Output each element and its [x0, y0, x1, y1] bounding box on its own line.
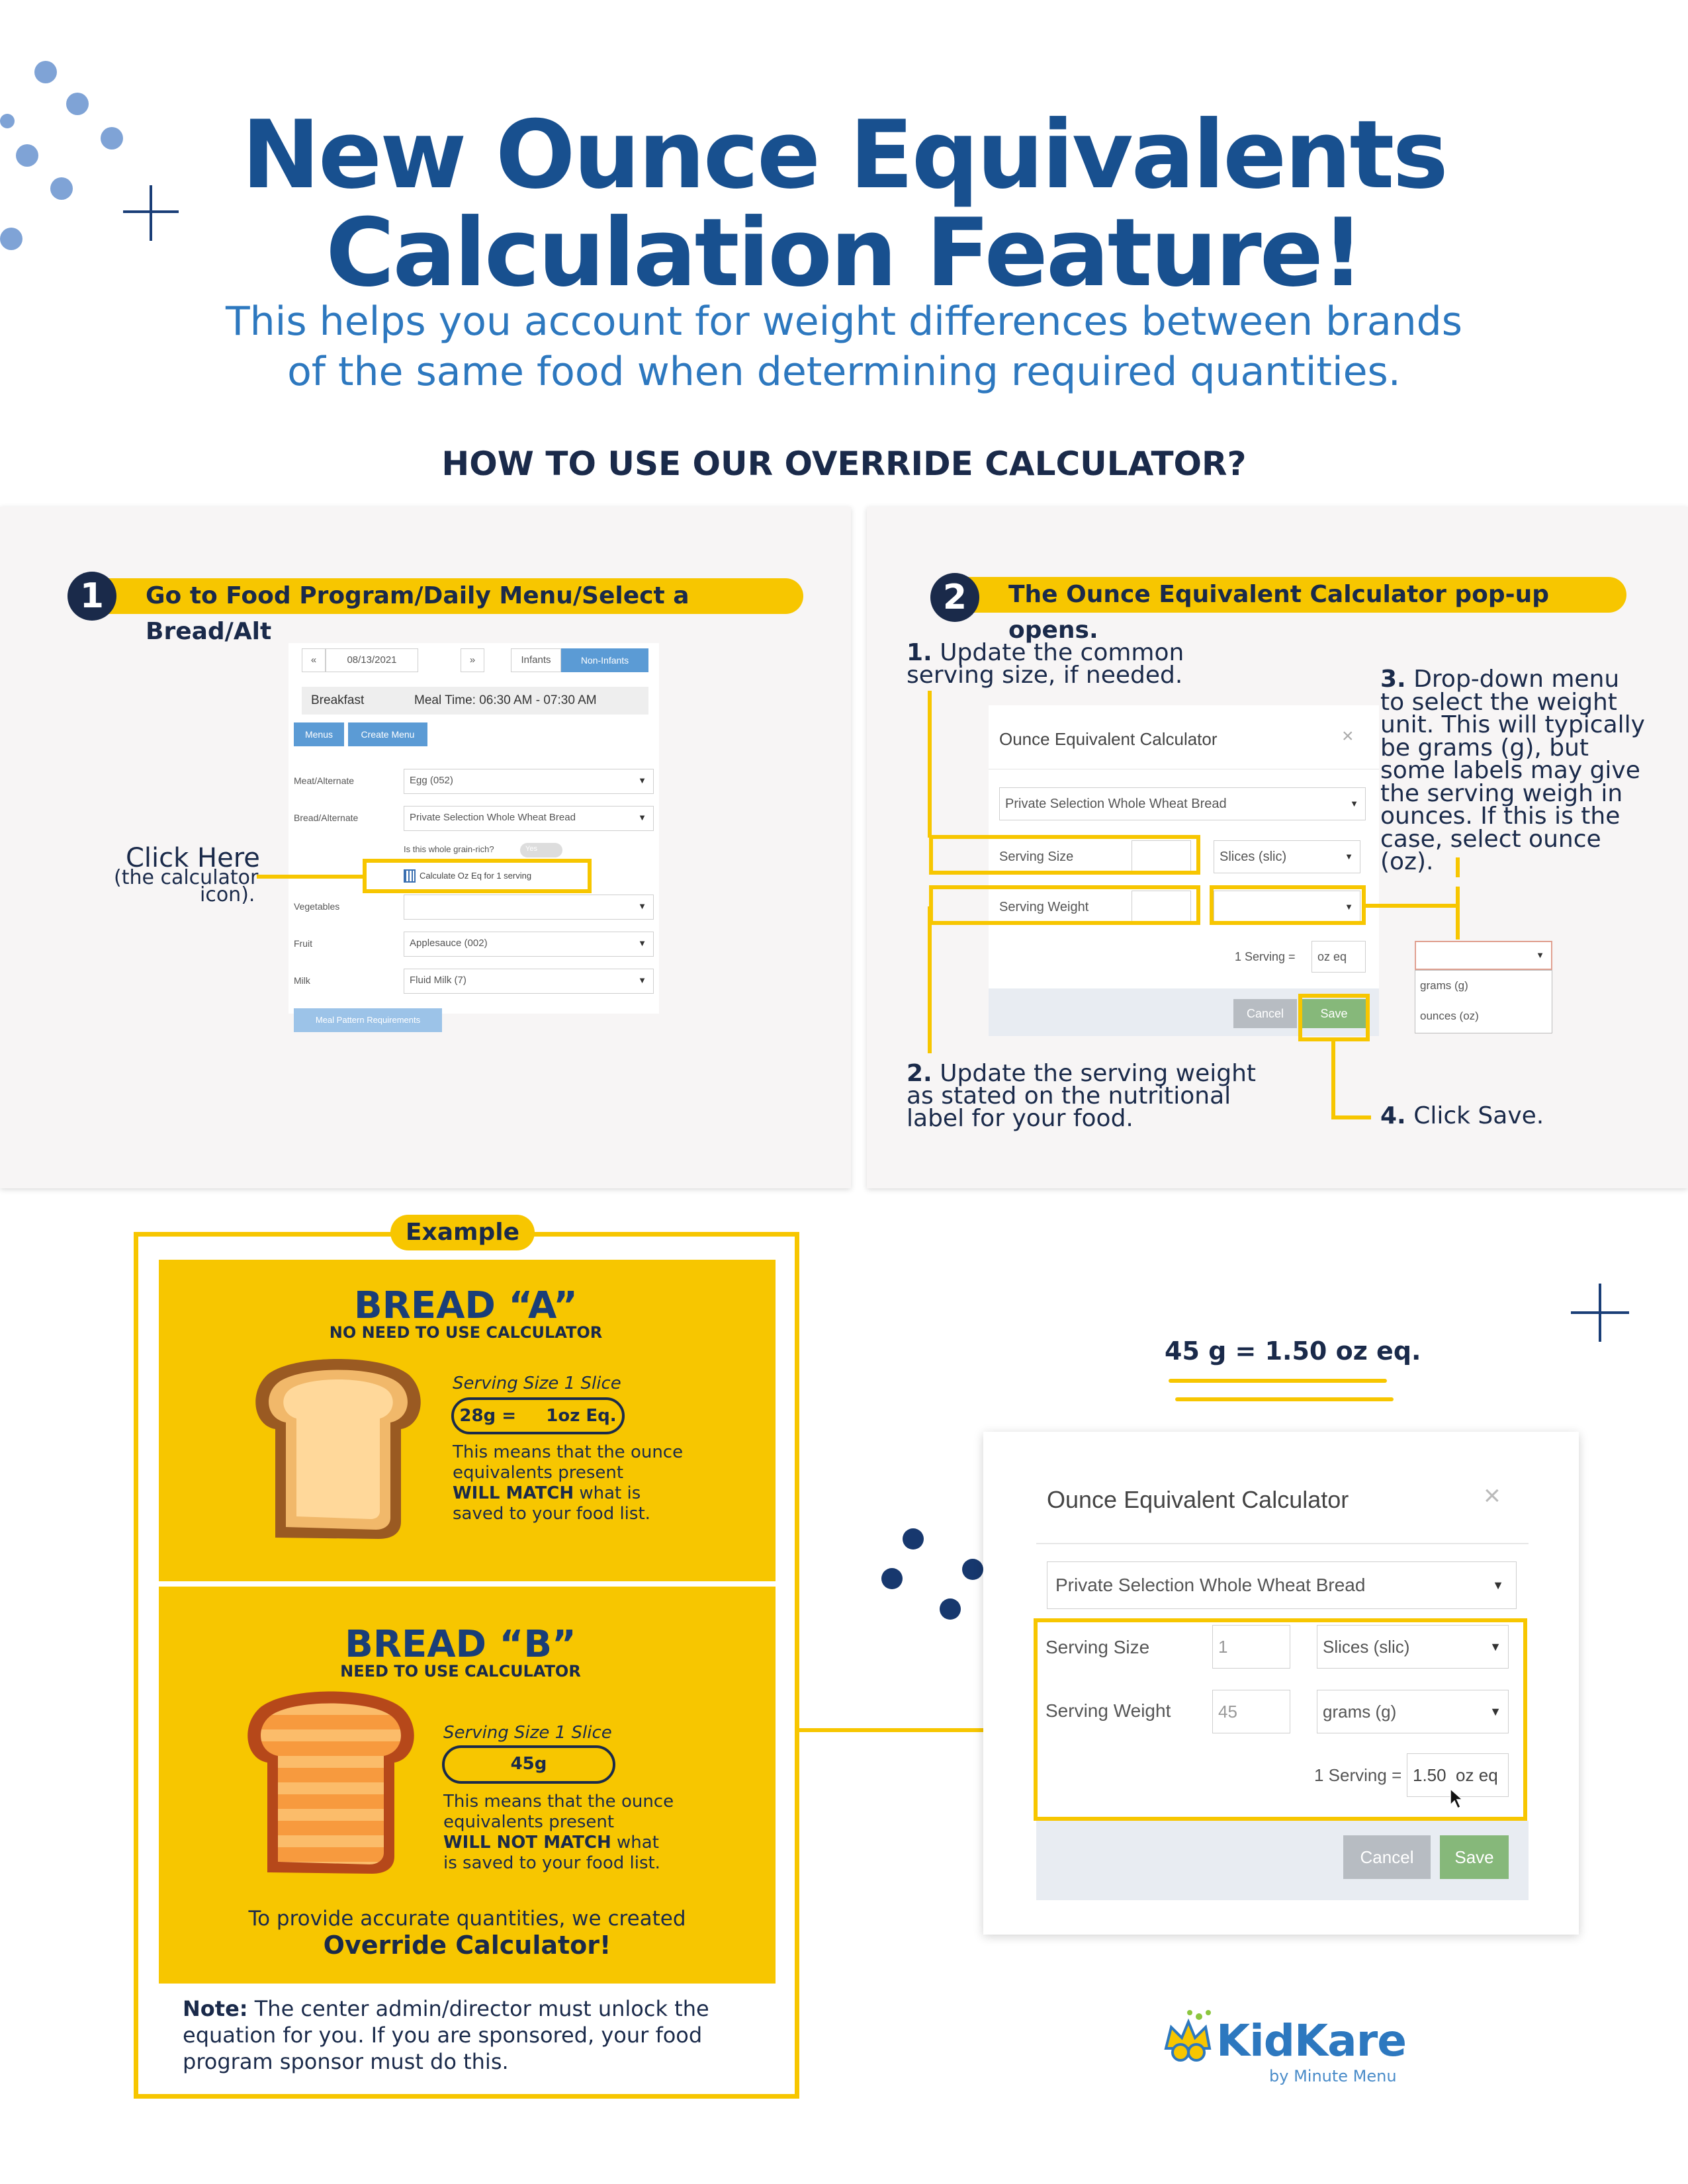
meat-value: Egg (052) [410, 775, 453, 786]
step2-number: 2 [930, 573, 979, 622]
chevron-down-icon: ▼ [1492, 1579, 1504, 1592]
oz-eq-value: oz eq [1317, 950, 1347, 963]
chevron-down-icon: ▼ [1350, 799, 1358, 808]
bread-a-subtitle: NO NEED TO USE CALCULATOR [329, 1323, 603, 1342]
example-label: Example [405, 1219, 520, 1246]
connector-line [928, 691, 932, 838]
serving-weight-unit-value: grams (g) [1323, 1702, 1397, 1722]
note-text [183, 1995, 709, 2075]
provide-line2: Override Calculator! [323, 1931, 611, 1960]
grain-rich-question: Is this whole grain-rich? [404, 844, 494, 854]
date-next-button[interactable]: » [461, 648, 484, 672]
click-here-sub1: (the calculator [114, 866, 259, 889]
serving-size-highlight [929, 835, 1200, 875]
page-title-line2: Calculation Feature! [326, 198, 1362, 308]
meal-time: Meal Time: 06:30 AM - 07:30 AM [414, 693, 597, 707]
row-label-meat: Meat/Alternate [294, 775, 355, 786]
note3-line: Drop-down menu [1413, 666, 1620, 693]
note4 [1380, 1102, 1544, 1129]
toast-dark-icon [241, 1688, 421, 1879]
step1-number: 1 [67, 572, 116, 621]
note3-line: be grams (g), but [1380, 734, 1589, 762]
date-prev-button[interactable]: « [302, 648, 326, 672]
result-highlight [1034, 1618, 1527, 1821]
note1-line2: serving size, if needed. [907, 662, 1183, 689]
note3-line: case, select ounce [1380, 825, 1601, 853]
save-button[interactable]: Save [1440, 1835, 1509, 1879]
row-label-milk: Milk [294, 975, 310, 986]
serving-weight-label: Serving Weight [999, 900, 1089, 914]
serving-size-unit-value: Slices (slic) [1220, 850, 1287, 864]
note3-line: some labels may give [1380, 757, 1640, 784]
connector-line [1331, 1040, 1335, 1119]
close-icon[interactable]: × [1484, 1479, 1501, 1512]
food-value: Private Selection Whole Wheat Bread [1055, 1575, 1366, 1595]
note2-line2: as stated on the nutritional [907, 1082, 1231, 1110]
step1-label: Go to Food Program/Daily Menu/Select a Bread/Alt [79, 578, 803, 614]
decorative-dot [881, 1568, 903, 1589]
subtitle-line1: This helps you account for weight differences between brands [225, 298, 1463, 345]
dropdown-option-grams[interactable]: grams (g) [1420, 979, 1468, 992]
tab-infants[interactable]: Infants [511, 648, 561, 672]
decorative-dot [940, 1598, 961, 1620]
menus-button[interactable]: Menus [294, 722, 344, 746]
cancel-button[interactable]: Cancel [1343, 1835, 1431, 1879]
save-highlight [1298, 994, 1370, 1041]
save-button[interactable]: Save [1302, 999, 1366, 1028]
bread-a-bold: WILL MATCH [453, 1483, 574, 1503]
food-select[interactable] [999, 787, 1366, 820]
underline [1175, 1397, 1394, 1401]
cancel-button[interactable]: Cancel [1233, 999, 1297, 1028]
fruit-value: Applesauce (002) [410, 938, 488, 949]
calculator-highlight [363, 859, 592, 893]
bread-b-line3: what [611, 1833, 659, 1853]
chevron-down-icon: ▼ [1489, 1640, 1501, 1653]
calculate-oz-eq-link[interactable]: Calculate Oz Eq for 1 serving [420, 871, 532, 881]
dropdown-header[interactable] [1415, 941, 1552, 970]
bread-b-serving: Serving Size 1 Slice [443, 1723, 612, 1743]
note3-line: to select the weight [1380, 688, 1617, 716]
note3 [1380, 668, 1645, 874]
oz-eq-output [1311, 941, 1366, 973]
bread-value: Private Selection Whole Wheat Bread [410, 812, 576, 823]
serving-size-unit-value: Slices (slic) [1323, 1637, 1410, 1657]
unit-dropdown-sample [1415, 941, 1552, 1033]
toast-light-icon [249, 1356, 427, 1544]
serving-size-value: 1 [1218, 1637, 1228, 1657]
row-label-vegetables: Vegetables [294, 901, 340, 912]
create-menu-button[interactable]: Create Menu [348, 722, 427, 746]
grain-rich-toggle[interactable] [520, 843, 562, 857]
decorative-dot [962, 1559, 983, 1580]
note4-number: 4. [1380, 1102, 1406, 1129]
page-title-line1: New Ounce Equivalents [242, 101, 1446, 210]
toggle-label: Yes [525, 845, 537, 853]
connector-line [928, 906, 932, 1053]
dialog-divider [1036, 1543, 1529, 1544]
bread-a-line1: This means that the ounce [453, 1442, 684, 1462]
serving-weight-highlight [929, 885, 1200, 925]
chevron-down-icon: ▼ [638, 775, 646, 785]
note-line1: The center admin/director must unlock the [247, 1996, 709, 2021]
note3-line: the serving weigh in [1380, 779, 1623, 807]
serving-weight-label: Serving Weight [1045, 1700, 1171, 1721]
note1-number: 1. [907, 639, 932, 666]
kidkare-logo-icon [1162, 2009, 1216, 2064]
note3-number: 3. [1380, 666, 1406, 693]
daily-menu-ui [289, 643, 659, 1025]
bread-b-pill: 45g [442, 1745, 615, 1784]
connector-line [1456, 887, 1460, 939]
dialog-title: Ounce Equivalent Calculator [999, 729, 1218, 749]
note2 [907, 1060, 1257, 1132]
section-heading: HOW TO USE OUR OVERRIDE CALCULATOR? [441, 445, 1247, 483]
meal-pattern-button[interactable]: Meal Pattern Requirements [294, 1008, 442, 1032]
note-line2: equation for you. If you are sponsored, your food [183, 2023, 703, 2048]
example-tag [390, 1215, 535, 1250]
serving-size-label: Serving Size [999, 850, 1074, 864]
result-equation: 45 g = 1.50 oz eq. [1165, 1336, 1421, 1366]
bread-a-text [453, 1442, 683, 1524]
one-serving-label: 1 Serving = [1314, 1765, 1402, 1785]
chevron-down-icon: ▼ [638, 975, 646, 985]
vegetables-select[interactable] [404, 895, 654, 920]
chevron-down-icon: ▼ [1345, 902, 1353, 912]
click-here-label: Click Here [126, 843, 260, 873]
row-label-fruit: Fruit [294, 938, 312, 949]
serving-weight-value: 45 [1218, 1702, 1237, 1722]
underline [1169, 1379, 1387, 1383]
connector-line [1331, 1115, 1371, 1119]
subtitle-line2: of the same food when determining required quantities. [287, 349, 1401, 395]
bread-b-line4: is saved to your food list. [443, 1853, 660, 1873]
date-field[interactable]: 08/13/2021 [326, 648, 418, 672]
note2-line3: label for your food. [907, 1105, 1133, 1132]
chevron-down-icon: ▼ [1536, 950, 1544, 960]
chevron-down-icon: ▼ [638, 938, 646, 948]
note4-text: Click Save. [1413, 1102, 1544, 1129]
chevron-down-icon: ▼ [1489, 1705, 1501, 1718]
connector-line [257, 875, 364, 879]
weight-unit-highlight [1210, 885, 1366, 925]
bread-a-title: BREAD “A” [354, 1284, 578, 1327]
dialog-title: Ounce Equivalent Calculator [1047, 1486, 1349, 1513]
fruit-select[interactable] [404, 932, 654, 957]
bread-b-line2: equivalents present [443, 1812, 615, 1832]
bread-b-subtitle: NEED TO USE CALCULATOR [340, 1662, 581, 1681]
meat-select[interactable] [404, 769, 654, 794]
oz-eq-value: 1.50 oz eq [1413, 1765, 1498, 1785]
brand-name: KidKare [1216, 2015, 1407, 2066]
bread-a-serving: Serving Size 1 Slice [453, 1374, 621, 1393]
milk-select[interactable] [404, 969, 654, 994]
decorative-dot [34, 61, 57, 83]
chevron-down-icon: ▼ [638, 812, 646, 822]
dropdown-option-ounces[interactable]: ounces (oz) [1420, 1010, 1479, 1022]
note3-line: (oz). [1380, 848, 1434, 875]
serving-size-unit-select[interactable] [1214, 840, 1360, 873]
decorative-dot [903, 1528, 924, 1550]
bread-b-text [443, 1792, 674, 1874]
brand-tagline: by Minute Menu [1269, 2067, 1397, 2085]
close-icon[interactable]: × [1342, 725, 1354, 747]
note1 [907, 639, 1184, 689]
bread-a-line2: equivalents present [453, 1463, 624, 1483]
note-line3: program sponsor must do this. [183, 2049, 509, 2074]
connector-line [1364, 904, 1460, 908]
bread-b-bold: WILL NOT MATCH [443, 1833, 611, 1853]
note-bold: Note: [183, 1996, 248, 2021]
step2-label: The Ounce Equivalent Calculator pop-up opens. [942, 577, 1626, 613]
bread-b-line1: This means that the ounce [443, 1792, 674, 1812]
row-label-bread: Bread/Alternate [294, 812, 359, 823]
meal-name: Breakfast [311, 693, 365, 707]
decorative-plus-icon [1599, 1284, 1601, 1342]
click-here-sub2: icon). [200, 883, 255, 906]
food-value: Private Selection Whole Wheat Bread [1005, 797, 1227, 811]
milk-value: Fluid Milk (7) [410, 975, 466, 986]
note3-line: unit. This will typically [1380, 711, 1645, 738]
provide-line1: To provide accurate quantities, we created [248, 1907, 686, 1931]
note3-line: ounces. If this is the [1380, 803, 1621, 830]
bread-a-pill: 28g = 1oz Eq. [451, 1397, 625, 1434]
one-serving-label: 1 Serving = [1235, 950, 1296, 963]
note2-line1: Update the serving weight [940, 1060, 1257, 1087]
bread-a-line3: what is [574, 1483, 641, 1503]
serving-size-label: Serving Size [1045, 1637, 1150, 1657]
bread-select[interactable] [404, 806, 654, 831]
note1-line1: Update the common [940, 639, 1184, 666]
chevron-down-icon: ▼ [1345, 852, 1353, 861]
bread-a-line4: saved to your food list. [453, 1504, 650, 1524]
bread-b-title: BREAD “B” [345, 1623, 576, 1666]
chevron-down-icon: ▼ [638, 901, 646, 911]
tab-noninfants[interactable]: Non-Infants [561, 648, 648, 672]
food-select[interactable] [1047, 1561, 1517, 1609]
note2-number: 2. [907, 1060, 932, 1087]
